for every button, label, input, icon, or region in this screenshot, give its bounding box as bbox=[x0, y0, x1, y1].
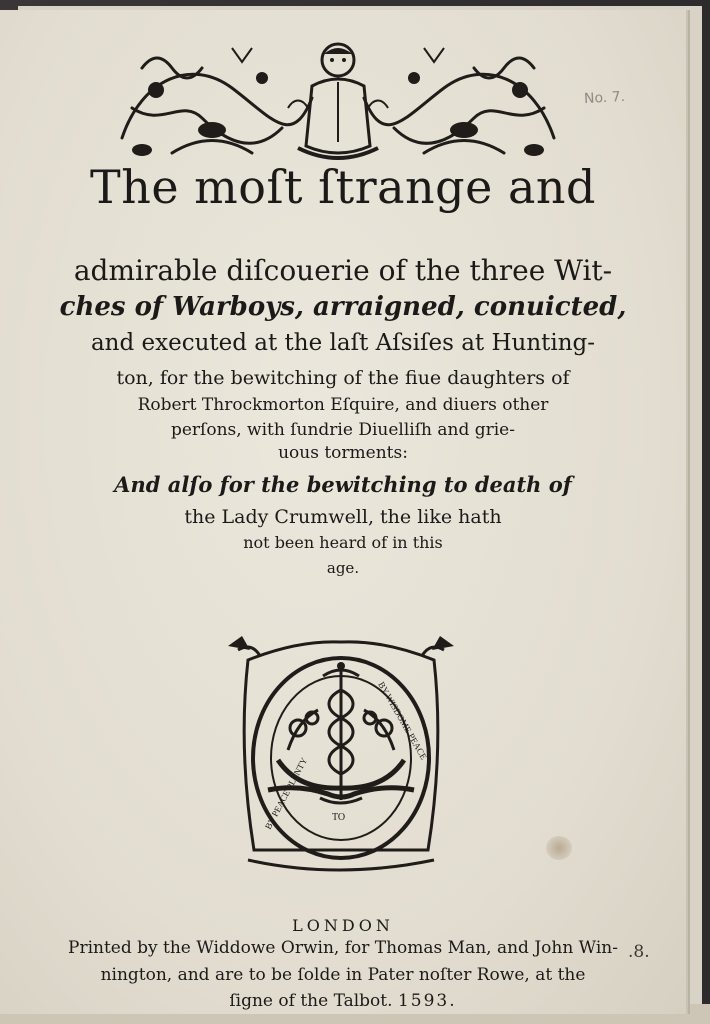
device-motto-left: BY PEACE PLENTY bbox=[262, 755, 310, 831]
imprint-line-1: Printed by the Widdowe Orwin, for Thomas Man, and John Win- bbox=[68, 938, 618, 958]
title-line-4: and executed at the laſt Aſsiſes at Hunting- bbox=[90, 330, 596, 356]
title-line-6: Robert Throckmorton Eſquire, and diuers other bbox=[137, 395, 549, 415]
subtitle-line-1: And alſo for the bewitching to death of bbox=[114, 472, 572, 497]
device-motto-right: BY WISDOME PEACE bbox=[376, 680, 429, 762]
subtitle-line-3: not been heard of in this bbox=[243, 533, 443, 552]
imprint-city: LONDON bbox=[292, 916, 394, 935]
imprint-line-2: nington, and are to be ſolde in Pater noſter Rowe, at the bbox=[100, 965, 586, 985]
device-label: TO bbox=[332, 812, 346, 823]
imprint-sign: ſigne of the Talbot. bbox=[229, 991, 393, 1011]
title-line-2: admirable diſcouerie of the three Wit- bbox=[73, 254, 613, 287]
pencil-shelf-note: No. 7. bbox=[583, 88, 626, 108]
title-line-3: ches of Warboys, arraigned, conuicted, bbox=[59, 292, 627, 322]
title-line-1: The moſt ſtrange and bbox=[90, 160, 596, 214]
title-page bbox=[0, 10, 686, 1014]
headpiece-central-figure bbox=[298, 44, 378, 158]
title-line-5: ton, for the bewitching of the fiue daughters of bbox=[116, 367, 570, 389]
manuscript-mark: .8. bbox=[628, 942, 650, 962]
foxing-stain bbox=[546, 836, 572, 860]
title-line-7: perſons, with ſundrie Diuelliſh and grie- bbox=[170, 420, 515, 440]
subtitle-line-4: age. bbox=[326, 559, 360, 577]
subtitle-line-2: the Lady Crumwell, the like hath bbox=[184, 506, 502, 528]
imprint-year: 1593. bbox=[397, 991, 457, 1011]
title-line-8: uous torments: bbox=[278, 443, 408, 463]
imprint-line-3 bbox=[0, 991, 686, 1011]
woodcut-headpiece-ornament bbox=[112, 38, 564, 166]
printers-device-emblem bbox=[228, 630, 454, 874]
